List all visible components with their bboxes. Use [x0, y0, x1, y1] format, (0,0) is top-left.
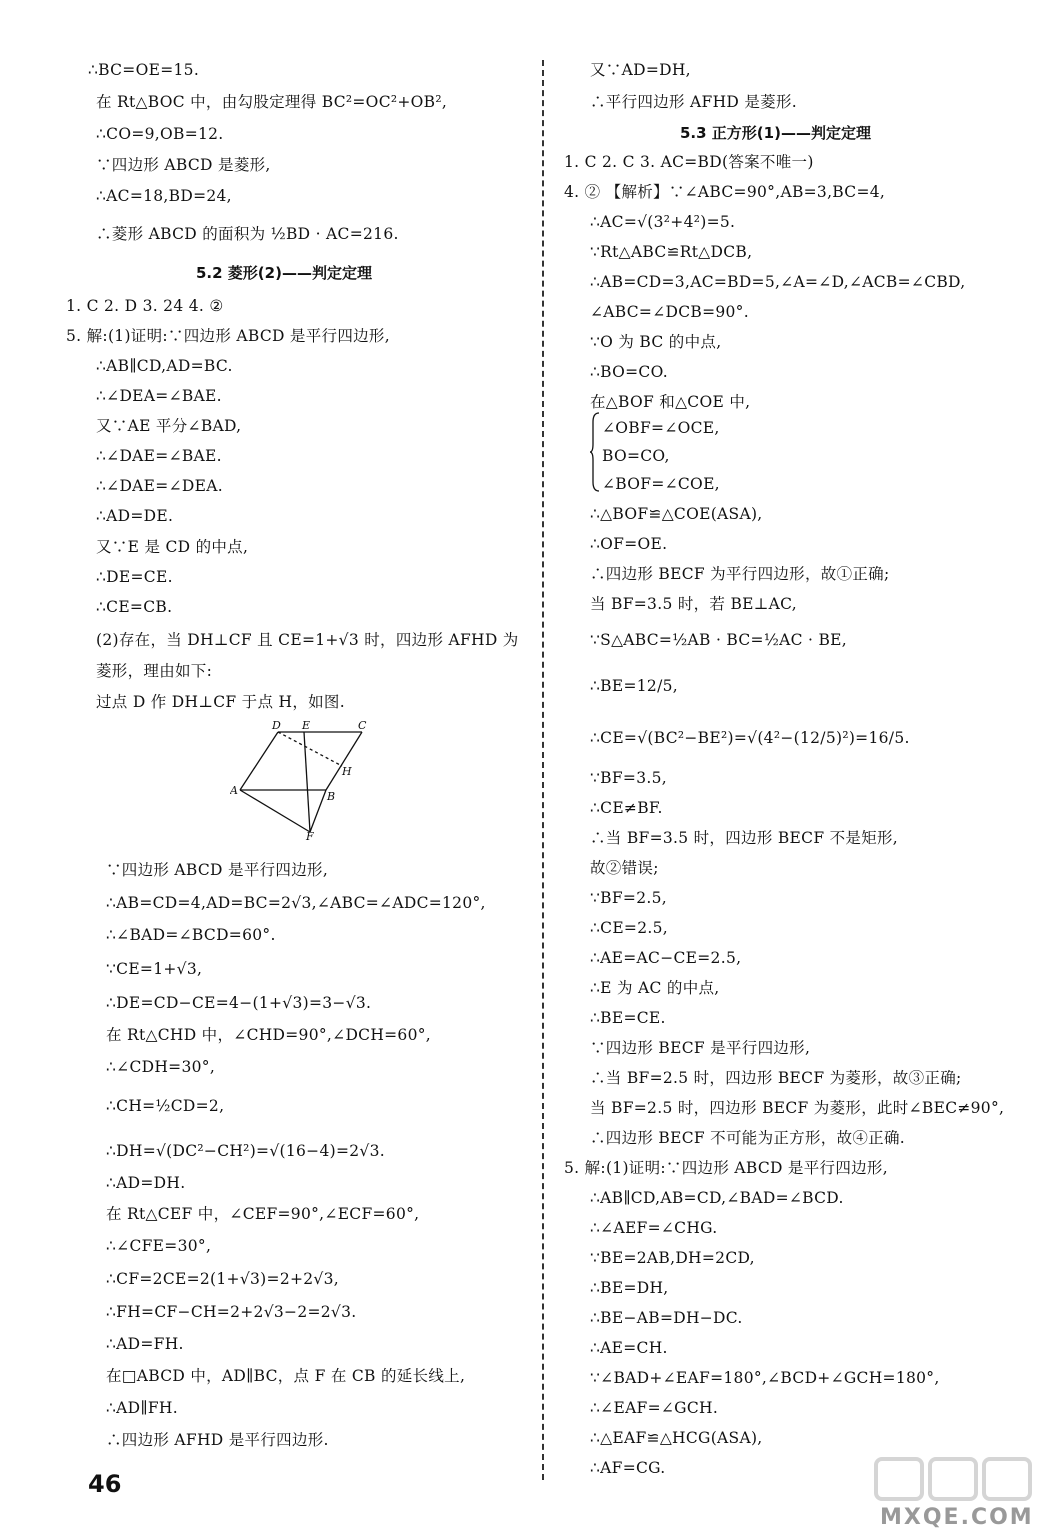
text-line: ∴AE=AC−CE=2.5, — [590, 949, 742, 967]
text-line: ∴BC=OE=15. — [88, 61, 200, 79]
text-line: ∴∠DAE=∠DEA. — [96, 477, 223, 495]
text-line: ∴∠BAD=∠BCD=60°. — [106, 926, 276, 944]
text-line: 在 Rt△CHD 中，∠CHD=90°,∠DCH=60°, — [106, 1026, 432, 1044]
text-line: ∴平行四边形 AFHD 是菱形. — [590, 93, 797, 111]
text-line: ∴∠DEA=∠BAE. — [96, 387, 222, 405]
text-line: 当 BF=2.5 时，四边形 BECF 为菱形，此时∠BEC≠90°, — [590, 1099, 1005, 1117]
text-line: 在△BOF 和△COE 中, — [590, 393, 751, 411]
text-line: ∴∠CFE=30°, — [106, 1237, 212, 1255]
watermark-text: MXQE.COM — [880, 1505, 1034, 1530]
text-line: 又∵E 是 CD 的中点, — [96, 538, 249, 556]
text-line: ∴BE−AB=DH−DC. — [590, 1309, 743, 1327]
text-line: 1. C 2. D 3. 24 4. ② — [66, 297, 224, 315]
text-line: ∵∠BAD+∠EAF=180°,∠BCD+∠GCH=180°, — [590, 1369, 940, 1387]
text-line: ∴CF=2CE=2(1+√3)=2+2√3, — [106, 1270, 339, 1288]
text-line: ∴BE=CE. — [590, 1009, 666, 1027]
text-line: ∠BOF=∠COE, — [602, 475, 720, 493]
text-line: ∵S△ABC=½AB · BC=½AC · BE, — [590, 631, 848, 649]
text-line: 在 Rt△CEF 中，∠CEF=90°,∠ECF=60°, — [106, 1205, 420, 1223]
text-line: ∵四边形 ABCD 是菱形, — [96, 156, 271, 174]
text-line: ∵四边形 BECF 是平行四边形, — [590, 1039, 811, 1057]
label-e: E — [302, 719, 311, 732]
text-line: ∴E 为 AC 的中点, — [590, 979, 720, 997]
text-line: ∴BO=CO. — [590, 363, 668, 381]
text-line: ∴DE=CD−CE=4−(1+√3)=3−√3. — [106, 994, 372, 1012]
text-line: 5. 解:(1)证明:∵四边形 ABCD 是平行四边形, — [66, 327, 390, 345]
text-line: 又∵AD=DH, — [590, 61, 691, 79]
text-line: ∴BE=12/5, — [590, 677, 678, 695]
text-line: ∴∠AEF=∠CHG. — [590, 1219, 718, 1237]
brace-icon — [590, 412, 600, 492]
text-line: 过点 D 作 DH⊥CF 于点 H，如图. — [96, 693, 345, 711]
text-line: ∵O 为 BC 的中点, — [590, 333, 722, 351]
label-a: A — [230, 784, 238, 797]
text-line: ∴AC=√(3²+4²)=5. — [590, 213, 736, 231]
text-line: ∴AD=DE. — [96, 507, 174, 525]
text-line: ∴AD=DH. — [106, 1174, 186, 1192]
label-c: C — [358, 719, 367, 732]
text-line: ∴AF=CG. — [590, 1459, 666, 1477]
text-line: ∵BF=3.5, — [590, 769, 667, 787]
text-line: ∴△EAF≌△HCG(ASA), — [590, 1429, 763, 1447]
text-line: ∴∠CDH=30°, — [106, 1058, 216, 1076]
text-line: ∴AB=CD=3,AC=BD=5,∠A=∠D,∠ACB=∠CBD, — [590, 273, 966, 291]
text-line: ∠OBF=∠OCE, — [602, 419, 720, 437]
text-line: ∴AB∥CD,AD=BC. — [96, 357, 233, 375]
text-line: ∴AB∥CD,AB=CD,∠BAD=∠BCD. — [590, 1189, 844, 1207]
text-line: ∴菱形 ABCD 的面积为 ½BD · AC=216. — [96, 225, 399, 243]
text-line: ∵Rt△ABC≌Rt△DCB, — [590, 243, 753, 261]
text-line: ∵BF=2.5, — [590, 889, 667, 907]
text-line: ∴∠DAE=∠BAE. — [96, 447, 222, 465]
text-line: 故②错误; — [590, 859, 659, 877]
text-line: 当 BF=3.5 时，若 BE⊥AC, — [590, 595, 797, 613]
label-f: F — [306, 830, 314, 840]
text-line: BO=CO, — [602, 447, 670, 465]
text-line: ∴FH=CF−CH=2+2√3−2=2√3. — [106, 1303, 357, 1321]
text-line: ∴CE=√(BC²−BE²)=√(4²−(12/5)²)=16/5. — [590, 729, 910, 747]
text-line: ∴四边形 BECF 为平行四边形，故①正确; — [590, 565, 890, 583]
text-line: ∵四边形 ABCD 是平行四边形, — [106, 861, 329, 879]
label-h: H — [342, 765, 352, 778]
text-line: ∴AB=CD=4,AD=BC=2√3,∠ABC=∠ADC=120°, — [106, 894, 486, 912]
text-line: ∴当 BF=3.5 时，四边形 BECF 不是矩形, — [590, 829, 899, 847]
text-line: ∴DE=CE. — [96, 568, 173, 586]
text-line: ∴BE=DH, — [590, 1279, 669, 1297]
text-line: 菱形，理由如下: — [96, 662, 213, 680]
text-line: ∴CE=2.5, — [590, 919, 669, 937]
text-line: ∴四边形 AFHD 是平行四边形. — [106, 1431, 329, 1449]
text-line: ∴AD∥FH. — [106, 1399, 178, 1417]
section-heading-5-3: 5.3 正方形(1)——判定定理 — [680, 124, 871, 142]
text-line: ∴∠EAF=∠GCH. — [590, 1399, 719, 1417]
text-line: ∵BE=2AB,DH=2CD, — [590, 1249, 755, 1267]
text-line: (2)存在，当 DH⊥CF 且 CE=1+√3 时，四边形 AFHD 为 — [96, 631, 519, 649]
text-line: ∴AE=CH. — [590, 1339, 668, 1357]
text-line: ∴AC=18,BD=24, — [96, 187, 232, 205]
text-line: ∴当 BF=2.5 时，四边形 BECF 为菱形，故③正确; — [590, 1069, 962, 1087]
section-heading-5-2: 5.2 菱形(2)——判定定理 — [196, 264, 372, 282]
text-line: 5. 解:(1)证明:∵四边形 ABCD 是平行四边形, — [564, 1159, 888, 1177]
text-line: ∴AD=FH. — [106, 1335, 184, 1353]
text-line: ∠ABC=∠DCB=90°. — [590, 303, 749, 321]
text-line: ∴CE=CB. — [96, 598, 173, 616]
label-b: B — [327, 790, 336, 803]
text-line: 在□ABCD 中，AD∥BC，点 F 在 CB 的延长线上, — [106, 1367, 466, 1385]
label-d: D — [272, 719, 281, 732]
text-line: ∴CE≠BF. — [590, 799, 663, 817]
text-line: ∴CH=½CD=2, — [106, 1097, 225, 1115]
text-line: 在 Rt△BOC 中，由勾股定理得 BC²=OC²+OB², — [96, 93, 448, 111]
text-line: 又∵AE 平分∠BAD, — [96, 417, 242, 435]
text-line: 1. C 2. C 3. AC=BD(答案不唯一) — [564, 153, 814, 171]
geometry-figure — [230, 718, 370, 840]
text-line: ∴△BOF≌△COE(ASA), — [590, 505, 763, 523]
column-divider — [542, 60, 544, 1480]
text-line: ∴CO=9,OB=12. — [96, 125, 224, 143]
text-line: ∴四边形 BECF 不可能为正方形，故④正确. — [590, 1129, 906, 1147]
text-line: ∴OF=OE. — [590, 535, 668, 553]
text-line: 4. ② 【解析】∵∠ABC=90°,AB=3,BC=4, — [564, 183, 886, 201]
page-number: 46 — [88, 1470, 122, 1498]
text-line: ∵CE=1+√3, — [106, 960, 203, 978]
text-line: ∴DH=√(DC²−CH²)=√(16−4)=2√3. — [106, 1142, 385, 1160]
